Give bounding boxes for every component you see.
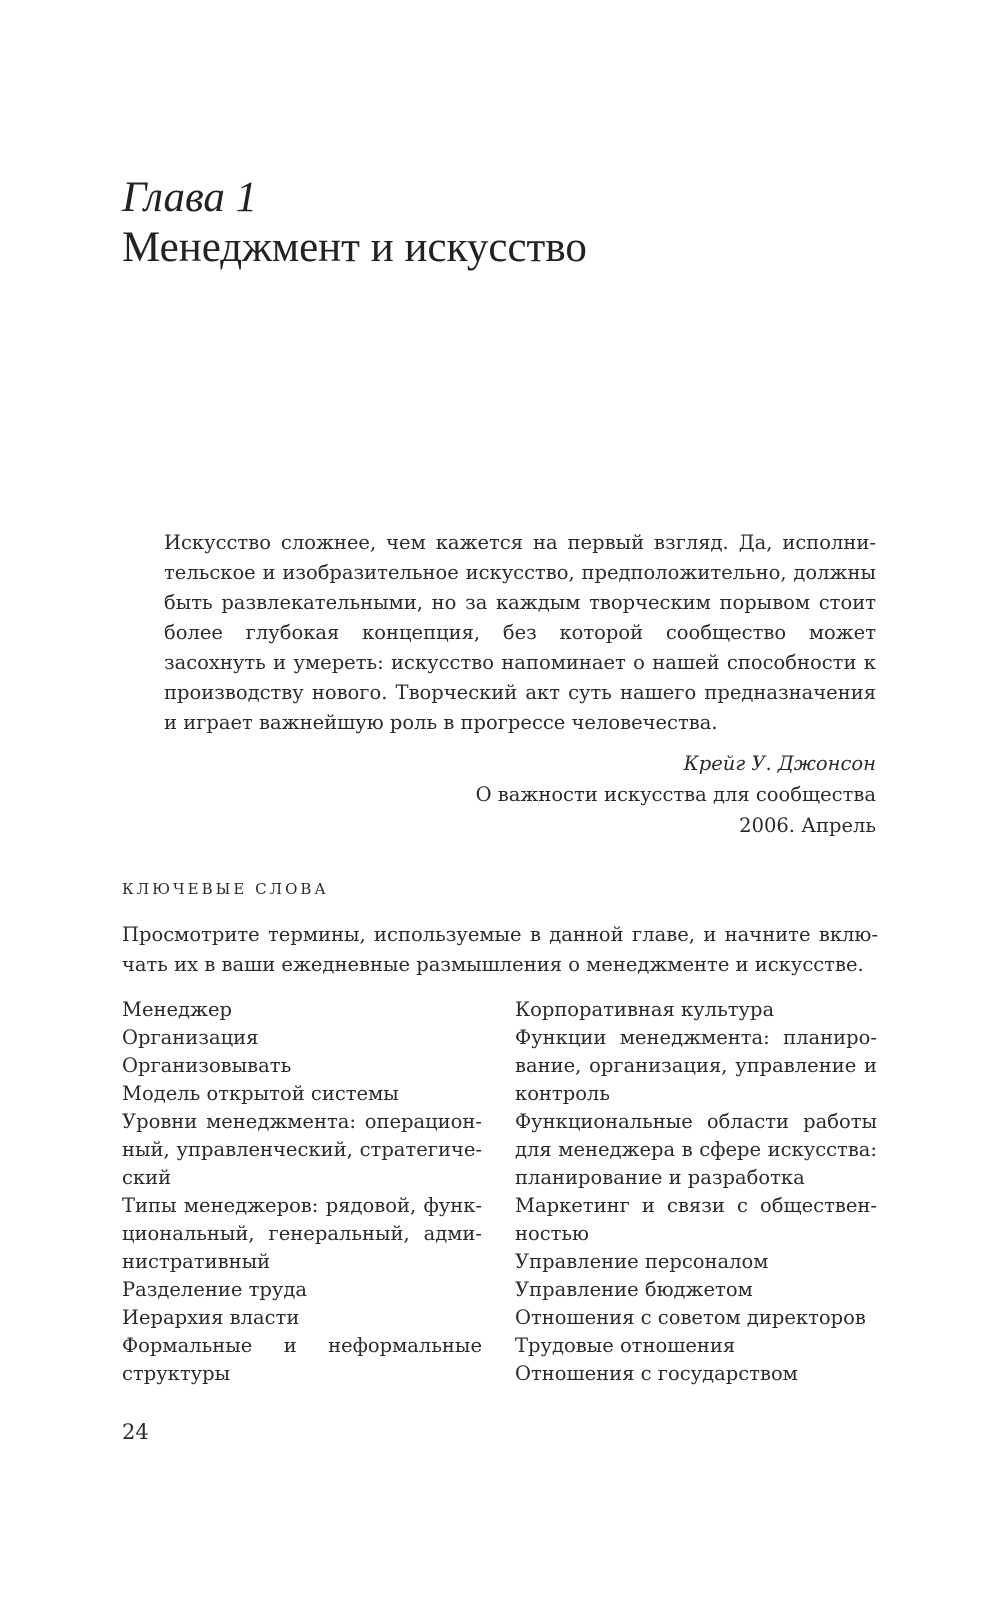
keyword-item: Организация	[122, 1026, 259, 1049]
keywords-list-right	[515, 996, 877, 1388]
keyword-item: Отношения с советом директоров	[515, 1306, 866, 1329]
epigraph-source: О важности искусства для сообщества	[475, 783, 876, 806]
chapter-label: Глава 1	[122, 174, 258, 221]
keyword-item: Отношения с государством	[515, 1362, 798, 1385]
keyword-item: Уровни менеджмента: операционный, управленческий, стратегический	[122, 1110, 482, 1189]
keyword-item: Организовывать	[122, 1054, 292, 1077]
epigraph-date: 2006. Апрель	[739, 814, 876, 837]
keyword-item: Менеджер	[122, 998, 233, 1021]
keyword-item: Функции менеджмента: планирование, организация, управление и контроль	[515, 1026, 877, 1105]
keyword-item: Функциональные области работы для менеджера в сфере искусства: планирование и разработка	[515, 1110, 877, 1189]
epigraph-author: Крейг У. Джонсон	[683, 752, 876, 775]
keyword-item: Управление персоналом	[515, 1250, 769, 1273]
keyword-item: Типы менеджеров: рядовой, функциональный, генеральный, административный	[122, 1194, 482, 1273]
page-number: 24	[122, 1420, 149, 1444]
keyword-item: Маркетинг и связи с общественностью	[515, 1194, 877, 1245]
keyword-item: Формальные и неформальные структуры	[122, 1334, 482, 1385]
keyword-item: Иерархия власти	[122, 1306, 300, 1329]
epigraph	[164, 528, 876, 841]
chapter-title: Менеджмент и искусство	[122, 224, 587, 271]
epigraph-attribution	[164, 748, 876, 841]
keyword-item: Трудовые отношения	[515, 1334, 736, 1357]
keywords-intro: Просмотрите термины, используемые в данной главе, и начните включать их в ваши ежедневные размышления о менеджменте и искусстве.	[122, 923, 878, 976]
keywords-list-left	[122, 996, 482, 1388]
keyword-item: Корпоративная культура	[515, 998, 775, 1021]
epigraph-text: Искусство сложнее, чем кажется на первый взгляд. Да, исполнительское и изобразительное искусство, предположительно, должны быть развлекательными, но за каждым творческим порывом стоит более глубокая концепция, без которой сообщество может засохнуть и умереть: искусство напоминает о нашей способности к производству нового. Творческий акт суть нашего предназначения и играет важнейшую роль в прогрессе человечества.	[164, 531, 876, 734]
keyword-item: Модель открытой системы	[122, 1082, 399, 1105]
keyword-item: Разделение труда	[122, 1278, 307, 1301]
keyword-item: Управление бюджетом	[515, 1278, 753, 1301]
keywords-heading: КЛЮЧЕВЫЕ СЛОВА	[122, 880, 329, 898]
